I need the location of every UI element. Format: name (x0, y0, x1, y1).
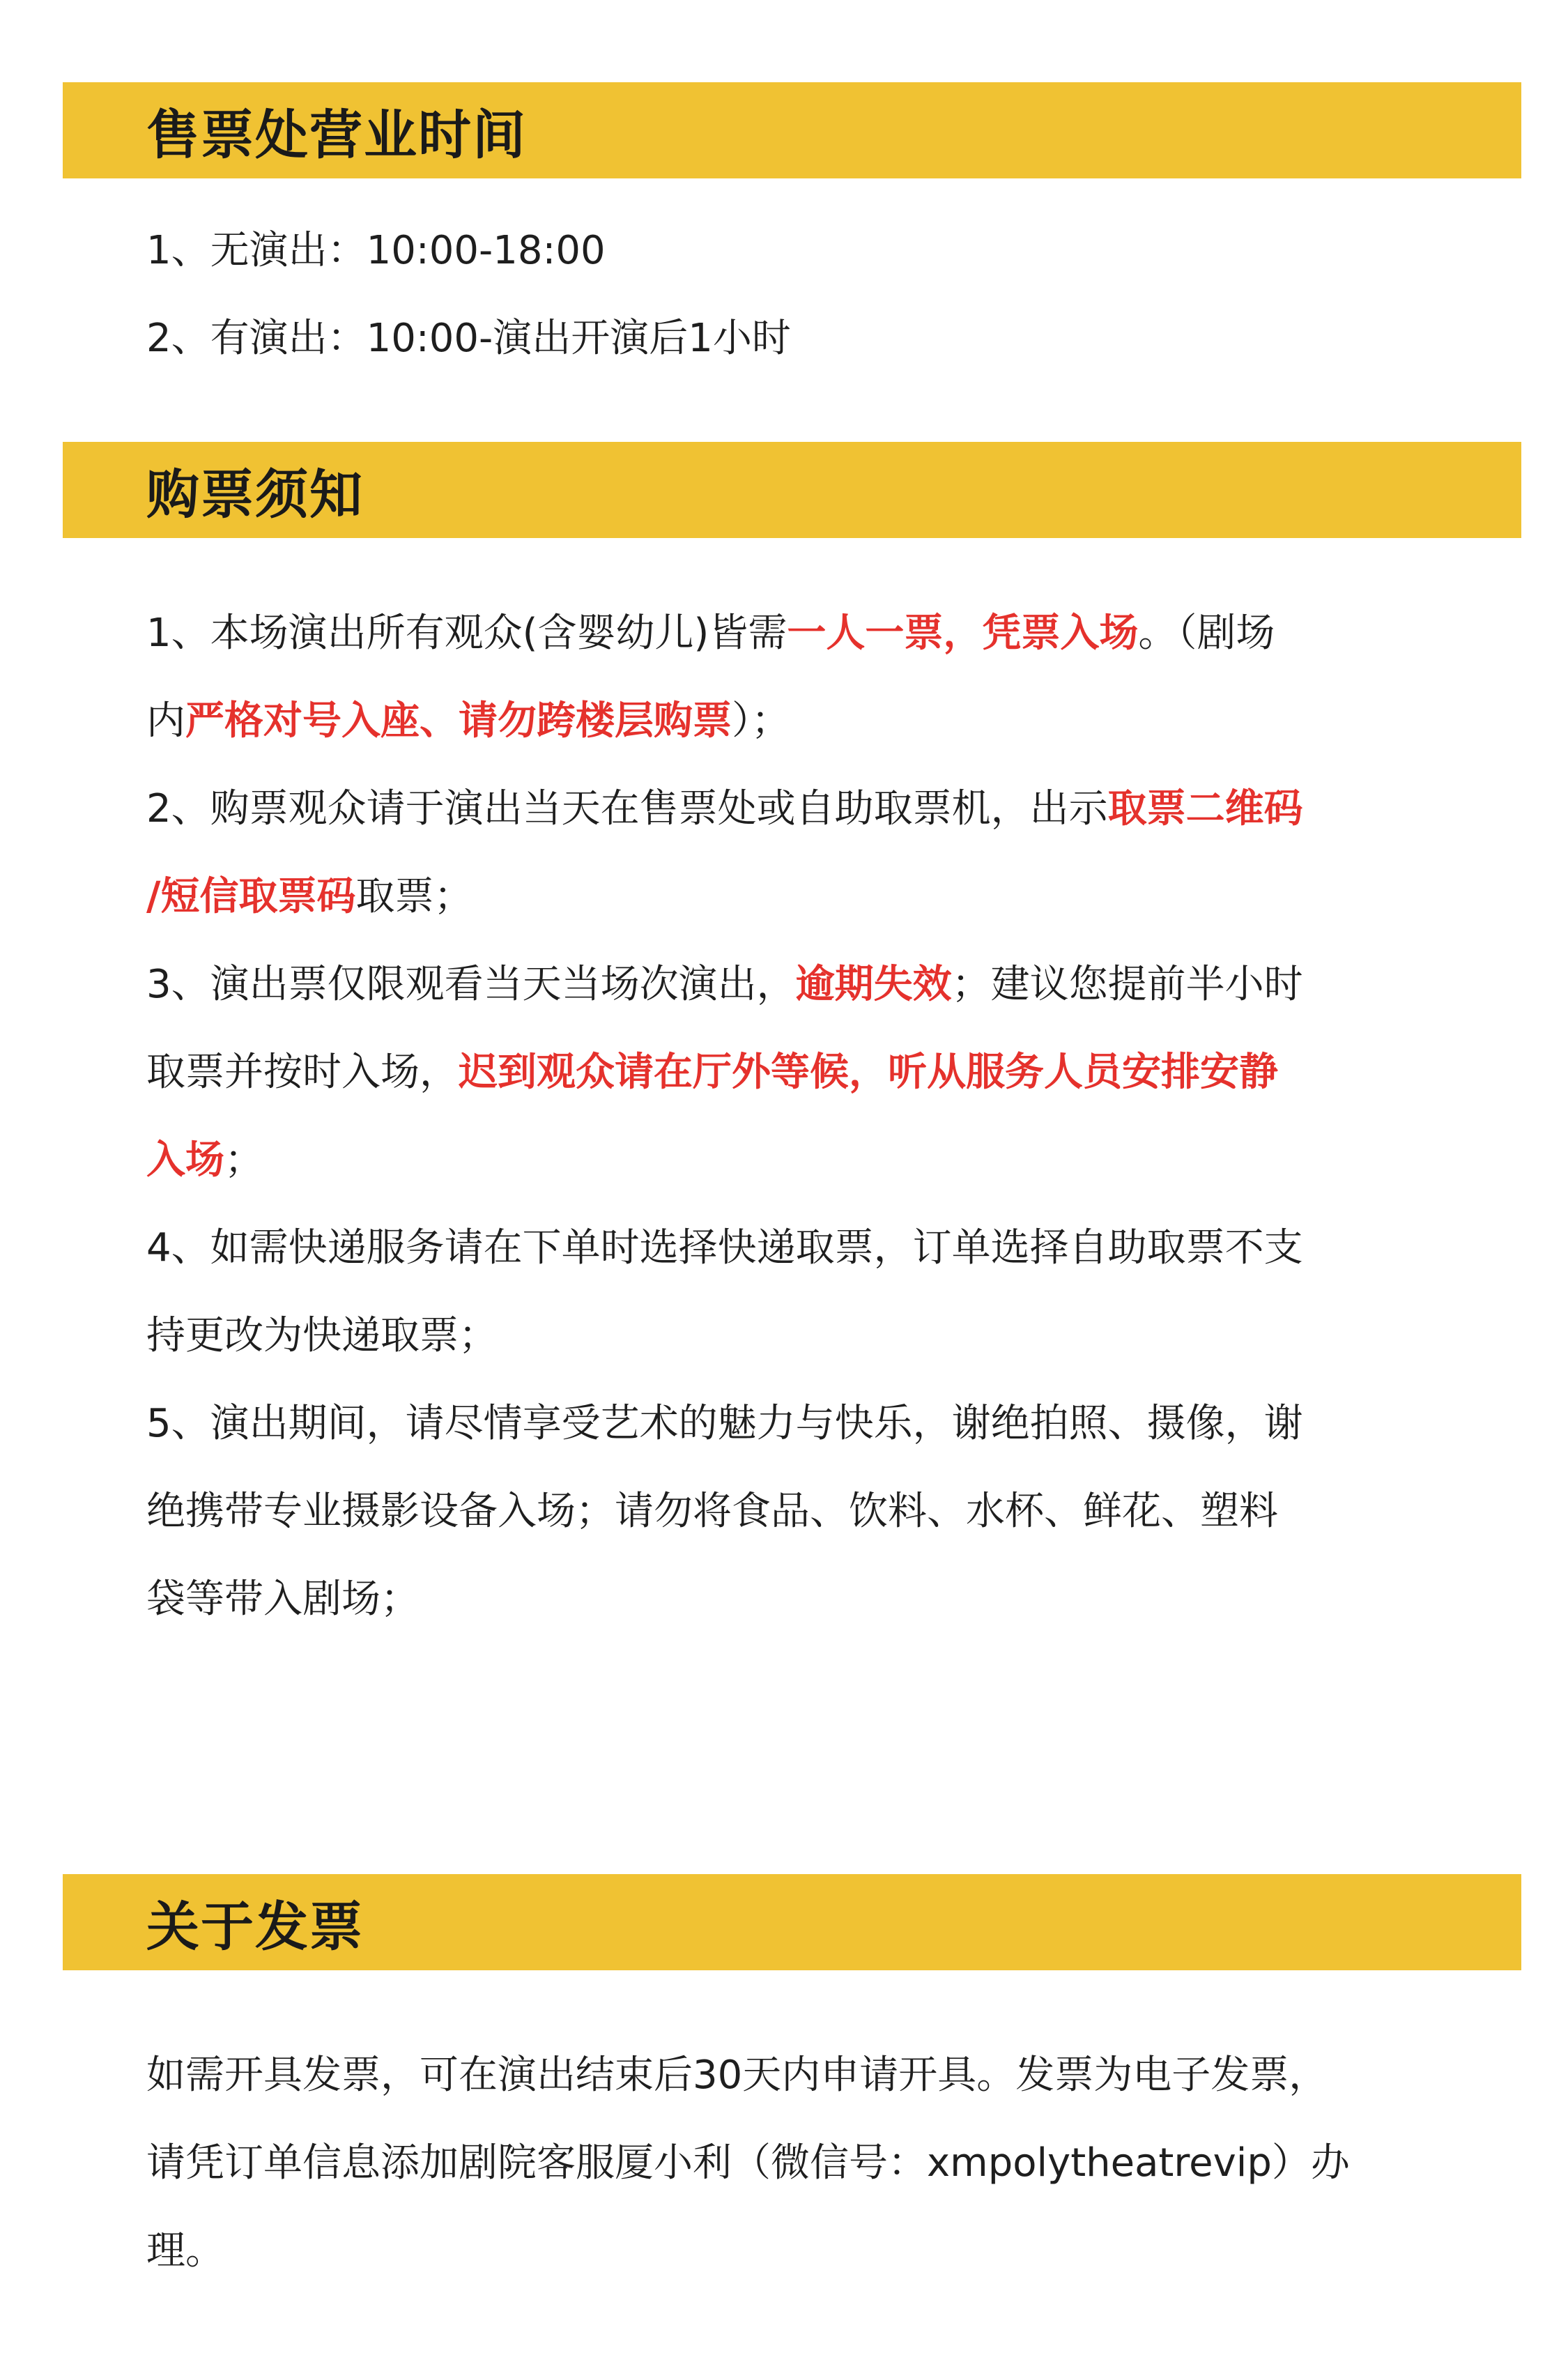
notice-item-1-line-2: 内严格对号入座、请勿跨楼层购票）； (146, 698, 790, 744)
section-title-invoice: 关于发票 (146, 1895, 364, 1958)
highlight-text: 迟到观众请在厅外等候，听从服务人员安排安静 (459, 1050, 1278, 1095)
highlight-text: 一人一票，凭票入场 (787, 611, 1139, 656)
notice-item-3-line-3: 入场； (146, 1137, 263, 1183)
section-header-invoice (63, 1874, 1521, 1970)
notice-list (146, 590, 1456, 1643)
notice-item-1-line-1: 1、本场演出所有观众(含婴幼儿)皆需一人一票，凭票入场。（剧场 (146, 611, 1275, 656)
invoice-line-1: 如需开具发票，可在演出结束后30天内申请开具。发票为电子发票， (146, 2053, 1328, 2098)
hours-list (146, 207, 1456, 383)
notice-item-2-line-2: /短信取票码取票； (146, 874, 473, 919)
highlight-text: /短信取票码 (146, 874, 356, 919)
notice-item-4-line-2: 持更改为快递取票； (146, 1313, 498, 1358)
notice-item-4-line-1: 4、如需快递服务请在下单时选择快递取票，订单选择自助取票不支 (146, 1225, 1303, 1271)
section-title-notice: 购票须知 (146, 463, 364, 526)
notice-item-5-line-1: 5、演出期间，请尽情享受艺术的魅力与快乐，谢绝拍照、摄像，谢 (146, 1401, 1303, 1446)
section-title-hours: 售票处营业时间 (146, 103, 527, 166)
hours-line-1: 1、无演出：10:00-18:00 (146, 228, 606, 273)
highlight-text: 入场 (146, 1137, 224, 1183)
notice-item-5-line-2: 绝携带专业摄影设备入场；请勿将食品、饮料、水杯、鲜花、塑料 (146, 1489, 1278, 1534)
highlight-text: 严格对号入座、请勿跨楼层购票 (185, 698, 732, 744)
section-header-hours (63, 82, 1521, 178)
invoice-text (146, 2032, 1456, 2295)
notice-item-2-line-1: 2、购票观众请于演出当天在售票处或自助取票机，出示取票二维码 (146, 786, 1303, 831)
highlight-text: 取票二维码 (1107, 786, 1303, 831)
hours-line-2: 2、有演出：10:00-演出开演后1小时 (146, 316, 791, 361)
invoice-line-2: 请凭订单信息添加剧院客服厦小利（微信号：xmpolytheatrevip）办 (146, 2140, 1350, 2186)
section-header-notice (63, 442, 1521, 538)
highlight-text: 逾期失效 (795, 962, 952, 1007)
notice-item-3-line-2: 取票并按时入场，迟到观众请在厅外等候，听从服务人员安排安静 (146, 1050, 1278, 1095)
invoice-line-3: 理。 (146, 2228, 224, 2273)
notice-item-5-line-3: 袋等带入剧场； (146, 1577, 420, 1622)
notice-item-3-line-1: 3、演出票仅限观看当天当场次演出，逾期失效；建议您提前半小时 (146, 962, 1303, 1007)
